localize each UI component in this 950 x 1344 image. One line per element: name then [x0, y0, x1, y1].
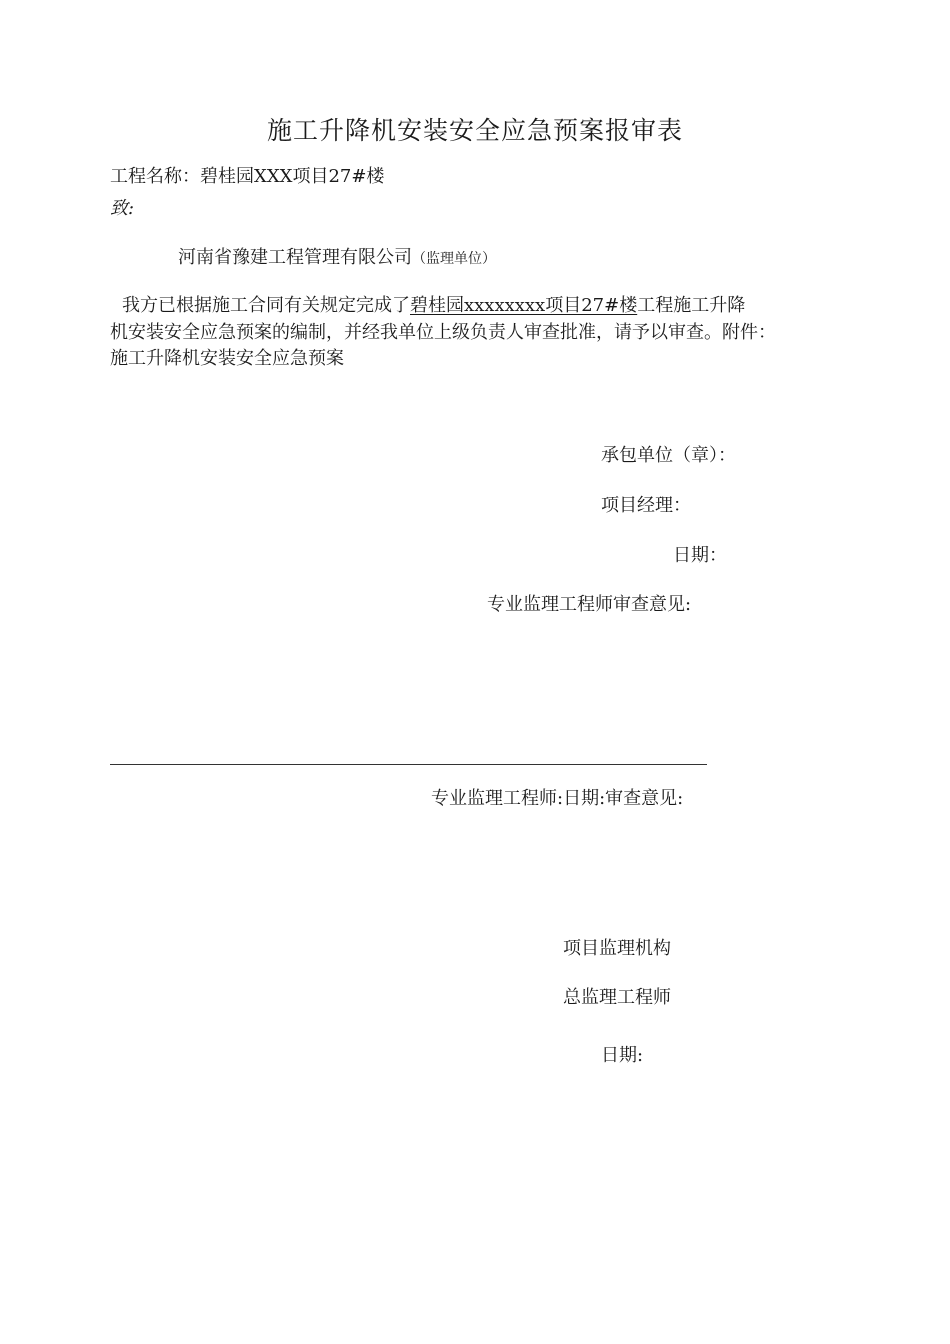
supervision-org-label: 项目监理机构	[563, 938, 671, 959]
section-divider	[110, 764, 707, 765]
project-name-value: 碧桂园XXX项目27#楼	[200, 166, 385, 187]
supervision-date-label: 日期:	[601, 1045, 644, 1066]
addressee-label: 致:	[110, 198, 135, 219]
project-manager-label: 项目经理：	[601, 495, 691, 516]
recipient-role: （监理单位）	[412, 251, 496, 267]
engineer-opinion-label: 专业监理工程师审查意见:	[487, 594, 692, 615]
project-reference: 碧桂园xxxxxxxx项目27#楼	[410, 295, 638, 316]
page-title: 施工升降机安装安全应急预案报审表	[266, 116, 683, 145]
attachment-name: 施工升降机安装安全应急预案	[110, 348, 344, 369]
recipient-name: 河南省豫建工程管理有限公司	[178, 247, 412, 268]
project-name-label: 工程名称：	[110, 166, 200, 187]
contractor-unit-label: 承包单位（章）：	[601, 445, 736, 466]
body-line-2: 机安装安全应急预案的编制，并经我单位上级负责人审查批准，请予以审查。附件：	[110, 322, 776, 343]
chief-engineer-label: 总监理工程师	[563, 987, 671, 1008]
contractor-date-label: 日期：	[673, 545, 727, 566]
recipient-line	[178, 249, 496, 267]
engineer-signoff-line: 专业监理工程师:日期:审查意见:	[431, 788, 684, 809]
body-line-1-prefix: 我方已根据施工合同有关规定完成了	[122, 295, 410, 316]
body-line-1	[122, 297, 745, 315]
project-name-line	[110, 168, 384, 186]
body-line-1-suffix: 工程施工升降	[637, 295, 746, 316]
